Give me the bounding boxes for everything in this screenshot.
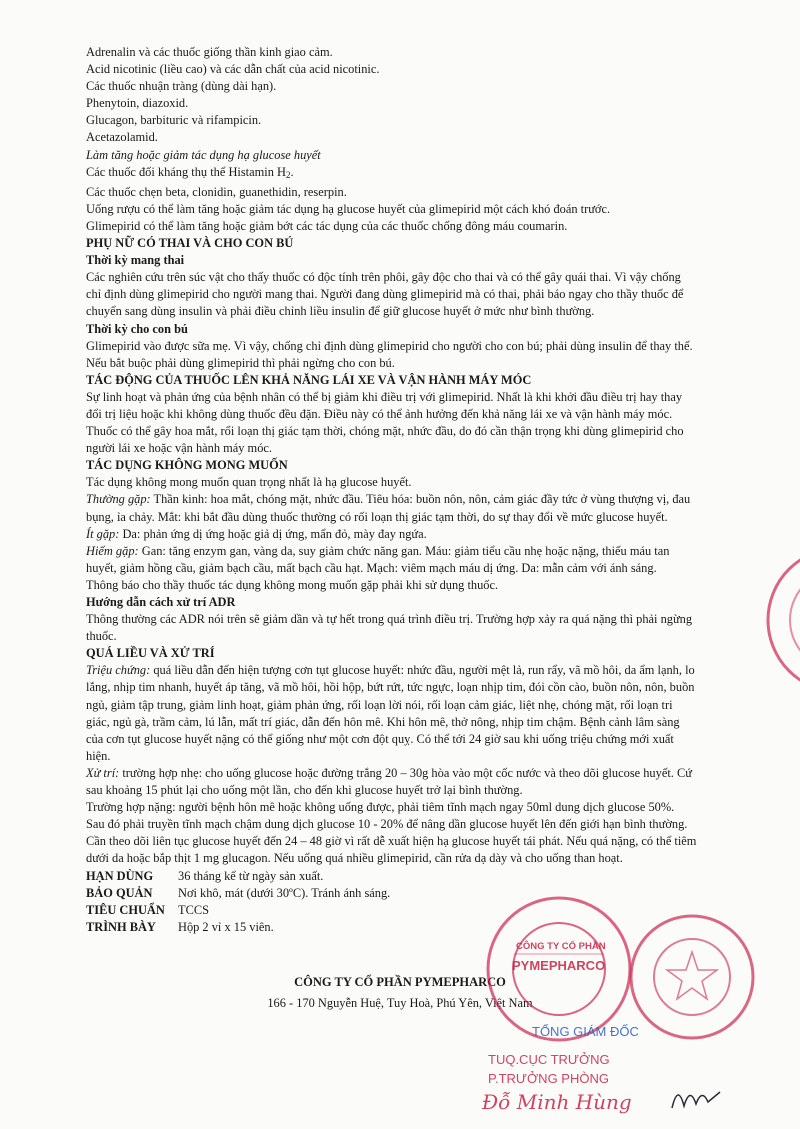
text-line: Glimepirid vào được sữa mẹ. Vì vậy, chống chỉ định dùng glimepirid cho người cho con bú; phải dùng insulin để thay thế. [86,338,693,353]
text-line: lắng, nhịp tim nhanh, huyết áp tăng, vã mồ hôi, hồi hộp, bứt rứt, tức ngực, loạn nhịp tim, đói cồn cào, buồn nôn, nôn, buồn [86,680,695,695]
text-fragment: . [290,164,294,179]
partial-stamp-icon [760,540,800,700]
subheading: Thời kỳ cho con bú [86,321,188,336]
text-line [86,662,718,679]
text-line: Thông báo cho thầy thuốc tác dụng không mong muốn gặp phải khi sử dụng thuốc. [86,577,499,592]
approval-line: P.TRƯỞNG PHÒNG [488,1071,609,1086]
spec-value: 36 tháng kể từ ngày sản xuất. [178,868,324,883]
spec-key: HẠN DÙNG [86,868,154,883]
text-line: giác, ngủ gà, trầm cảm, lú lẫn, mất trí giác, dẫn đến hôn mê. Khi hôn mê, thở nông, nhịp tim chậm. Bệnh cảnh lâm sàng [86,714,680,729]
text-line: chuyển sang dùng insulin và phải điều chỉnh liều insulin để giữ glucose huyết ở mức như bình thường. [86,304,595,319]
text-line: Acid nicotinic (liều cao) và các dẫn chất của acid nicotinic. [86,62,380,77]
stamp-text: CÔNG TY CỔ PHẦN [516,941,606,952]
text-line: Glimepirid có thể làm tăng hoặc giảm bớt các tác dụng của các thuốc chống đông máu coumarin. [86,218,568,233]
text-line: Các nghiên cứu trên súc vật cho thấy thuốc có độc tính trên phôi, gây độc cho thai và có thể gây quái thai. Vì vậy chống [86,270,681,285]
text-line: Trường hợp nặng: người bệnh hôn mê hoặc không uống được, phải tiêm tĩnh mạch ngay 50ml dung dịch glucose 50%. [86,800,675,815]
document-body [86,44,718,936]
text-line [86,526,718,543]
label: Thường gặp: [86,492,151,507]
text-line: Các thuốc chẹn beta, clonidin, guanethidin, reserpin. [86,184,347,199]
text-line: Glucagon, barbituric và rifampicin. [86,113,262,128]
text-line: hiện. [86,748,111,763]
subscript: 2 [285,169,291,180]
stamp-text: PYMEPHARCO [512,958,606,973]
text-line: Cần theo dõi liên tục glucose huyết đến 24 – 48 giờ vì rất dễ xuất hiện hạ glucose huyết tái phát. Nếu quá nặng, có thể tiêm [86,834,697,849]
approver-name: Đỗ Minh Hùng [482,1090,632,1114]
label: Ít gặp: [86,526,120,541]
text-fragment: quá liều dẫn đến hiện tượng cơn tụt glucose huyết: nhức đầu, người mệt lả, run rẩy, vã mồ hôi, da ẩm lạnh, lo [150,663,695,678]
text-line: Thông thường các ADR nói trên sẽ giảm dần và tự hết trong quá trình điều trị. Trường hợp xảy ra quá nặng thì phải ngừng [86,612,693,627]
spec-key: TIÊU CHUẨN [86,902,165,917]
spec-value: Hộp 2 vỉ x 15 viên. [178,919,274,934]
spec-value: TCCS [178,902,209,917]
text-line: Các thuốc nhuận tràng (dùng dài hạn). [86,79,277,94]
text-line: Tác dụng không mong muốn quan trọng nhất là hạ glucose huyết. [86,475,412,490]
edge-stamp [760,540,800,700]
text-line [86,543,718,560]
approval-line: TUQ.CỤC TRƯỞNG [488,1052,610,1067]
ministry-stamp [627,912,757,1042]
text-line: bụng, ỉa chảy. Mắt: khi bắt đầu dùng thuốc thường có rối loạn thị giác tạm thời, do sự thay đổi về mức glucose huyết. [86,509,668,524]
label: Hiếm gặp: [86,543,139,558]
text-fragment: Da: phản ứng dị ứng hoặc giả dị ứng, mẩn đỏ, mày đay ngứa. [119,526,427,541]
text-line: Adrenalin và các thuốc giống thần kinh giao cảm. [86,45,333,59]
spec-value: Nơi khô, mát (dưới 30ºC). Tránh ánh sáng. [178,885,391,900]
subheading: Làm tăng hoặc giảm tác dụng hạ glucose huyết [86,147,321,162]
section-heading: QUÁ LIỀU VÀ XỬ TRÍ [86,646,215,661]
director-title: TỔNG GIÁM ĐỐC [532,1024,639,1039]
section-heading: TÁC ĐỘNG CỦA THUỐC LÊN KHẢ NĂNG LÁI XE VÀ VẬN HÀNH MÁY MÓC [86,372,532,387]
text-line: Nếu bắt buộc phải dùng glimepirid thì phải ngừng cho con bú. [86,355,395,370]
text-line [86,164,718,184]
text-line: đổi trị liệu hoặc khi không dùng thuốc đều đặn. Điều này có thể ảnh hưởng đến khả năng lái xe và vận hành máy móc. [86,406,673,421]
section-heading: PHỤ NỮ CÓ THAI VÀ CHO CON BÚ [86,236,294,251]
section-heading: TÁC DỤNG KHÔNG MONG MUỐN [86,458,288,473]
ministry-seal-icon [627,912,757,1042]
text-fragment: Thần kinh: hoa mắt, chóng mặt, nhức đầu. Tiêu hóa: buồn nôn, nôn, cảm giác đầy tức ở vùng thượng vị, đau [150,492,691,507]
text-fragment: trường hợp nhẹ: cho uống glucose hoặc đường trắng 20 – 30g hòa vào một cốc nước và theo dõi glucose huyết. Cứ [119,765,692,780]
text-line: chỉ định dùng glimepirid cho người mang thai. Người đang dùng glimepirid mà có thai, phải báo ngay cho thầy thuốc để [86,287,684,302]
text-fragment: Các thuốc đối kháng thụ thể Histamin H [86,164,286,179]
text-line: Sự linh hoạt và phản ứng của bệnh nhân có thể bị giảm khi điều trị với glimepirid. Nhất là khi khởi đầu điều trị hay thay [86,389,683,404]
text-line: Uống rượu có thể làm tăng hoặc giảm tác dụng hạ glucose huyết của glimepirid một cách khó đoán trước. [86,201,611,216]
text-line: Thuốc có thể gây hoa mắt, rối loạn thị giác tạm thời, chóng mặt, nhức đầu, do đó cần thận trọng khi dùng glimepirid cho [86,424,684,439]
signature [668,1078,728,1118]
text-line: người lái xe hoặc vận hành máy móc. [86,441,272,456]
label: Triệu chứng: [86,663,151,678]
text-line [86,491,718,508]
text-line: của cơn tụt glucose huyết nặng có thể giống như một cơn đột quỵ. Có thể tới 24 giờ sau khi uống triệu chứng mới xuất [86,731,674,746]
subheading: Thời kỳ mang thai [86,253,185,268]
text-line: Phenytoin, diazoxid. [86,96,189,111]
text-line: huyết, giảm hồng cầu, giảm bạch cầu, mất bạch cầu hạt. Mạch: viêm mạch máu dị ứng. Da: mẫn cảm với ánh sáng. [86,560,657,575]
text-fragment: Gan: tăng enzym gan, vàng da, suy giảm chức năng gan. Máu: giảm tiểu cầu nhẹ hoặc nặng, thiếu máu tan [138,543,670,558]
label: Xử trí: [86,765,120,780]
text-line: ngủ, giảm tập trung, giảm linh hoạt, giảm phản ứng, rối loạn lời nói, rối loạn cảm giác, liệt nhẹ, chóng mặt, rối loạn tri [86,697,673,712]
spec-key: TRÌNH BÀY [86,919,156,934]
text-line: dưới da hoặc bắp thịt 1 mg glucagon. Nếu uống quá nhiều glimepirid, cần rửa dạ dày và cho uống than hoạt. [86,851,623,866]
subheading: Hướng dẫn cách xử trí ADR [86,595,236,609]
text-line: sau khoảng 15 phút lại cho uống một lần, cho đến khi glucose huyết trở lại bình thường. [86,783,523,798]
spec-row-expiry [86,868,718,885]
spec-key: BẢO QUẢN [86,885,153,900]
company-address: 166 - 170 Nguyễn Huệ, Tuy Hoà, Phú Yên, Việt Nam [267,996,533,1010]
text-line: Acetazolamid. [86,130,158,145]
text-line [86,765,718,782]
company-name: CÔNG TY CỔ PHẦN PYMEPHARCO [294,975,506,989]
text-line: Sau đó phải truyền tĩnh mạch chậm dung dịch glucose 10 - 20% để nâng dần glucose huyết lên đến giới hạn bình thường. [86,817,688,832]
company-stamp [484,894,634,1044]
signature-icon [668,1078,728,1118]
text-line: thuốc. [86,629,117,644]
